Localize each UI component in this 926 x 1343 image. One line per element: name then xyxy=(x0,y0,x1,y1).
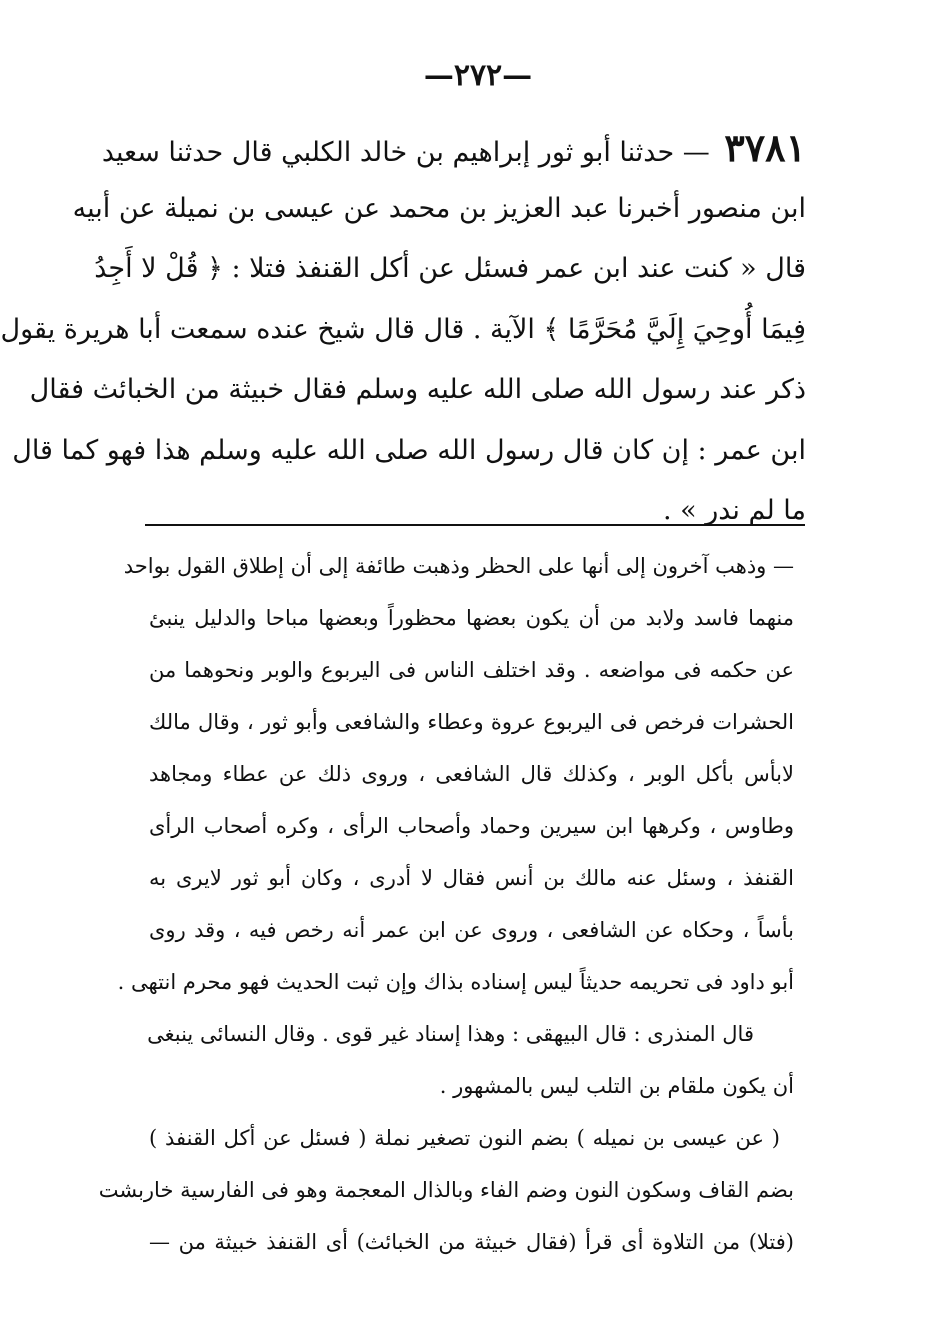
page-number: —٢٧٢— xyxy=(423,58,533,93)
hadith-line: ذكر عند رسول الله صلى الله عليه وسلم فقال خبيثة من الخبائث فقال xyxy=(29,374,806,405)
hadith-text xyxy=(0,118,806,542)
hadith-line: ما لم ندر » . xyxy=(662,495,806,526)
commentary-line: بضم القاف وسكون النون وضم الفاء وبالذال المعجمة وهو فى الفارسية خاربشت xyxy=(98,1178,794,1202)
section-divider xyxy=(145,524,805,526)
hadith-line-text: — حدثنا أبو ثور إبراهيم بن خالد الكلبي قال حدثنا سعيد xyxy=(101,137,710,168)
hadith-line: فِيمَا أُوحِيَ إِلَيَّ مُحَرَّمًا ﴾ الآية . قال قال شيخ عنده سمعت أبا هريرة يقول xyxy=(0,313,806,345)
hadith-line: ابن منصور أخبرنا عبد العزيز بن محمد عن عيسى بن نميلة عن أبيه xyxy=(72,192,806,224)
commentary-line: أن يكون ملقام بن التلب ليس بالمشهور . xyxy=(439,1074,794,1098)
commentary-line: لابأس بأكل الوبر ، وكذلك قال الشافعى ، وروى ذلك عن عطاء ومجاهد xyxy=(149,762,794,786)
hadith-line xyxy=(101,118,806,179)
commentary-line: قال المنذرى : قال البيهقى : وهذا إسناد غير قوى . وقال النسائى ينبغى xyxy=(147,1022,754,1046)
commentary-text xyxy=(98,540,794,1268)
hadith-line: قال « كنت عند ابن عمر فسئل عن أكل القنفذ فتلا : ﴿ قُلْ لا أَجِدُ xyxy=(94,253,806,284)
hadith-number: ٣٧٨١ xyxy=(724,125,806,170)
commentary-line: — وذهب آخرون إلى أنها على الحظر وذهبت طائفة إلى أن إطلاق القول بواحد xyxy=(123,554,794,578)
commentary-line: الحشرات فرخص فى اليربوع عروة وعطاء والشافعى وأبو ثور ، وقال مالك xyxy=(149,710,794,734)
commentary-line: وطاوس ، وكرهها ابن سيرين وحماد وأصحاب الرأى ، وكره أصحاب الرأى xyxy=(149,814,794,838)
commentary-line: عن حكمه فى مواضعه . وقد اختلف الناس فى اليربوع والوبر ونحوهما من xyxy=(149,658,794,682)
commentary-line: القنفذ ، وسئل عنه مالك بن أنس فقال لا أدرى ، وكان أبو ثور لايرى به xyxy=(149,866,794,890)
commentary-line: بأساً ، وحكاه عن الشافعى ، وروى عن ابن عمر أنه رخص فيه ، وقد روى xyxy=(149,918,794,942)
commentary-line: أبو داود فى تحريمه حديثاً ليس إسناده بذاك وإن ثبت الحديث فهو محرم انتهى . xyxy=(117,970,794,994)
hadith-line: ابن عمر : إن كان قال رسول الله صلى الله عليه وسلم هذا فهو كما قال xyxy=(12,434,806,466)
commentary-line: (فتلا) من التلاوة أى قرأ (فقال خبيثة من الخبائث) أى القنفذ خبيثة من — xyxy=(149,1230,794,1254)
commentary-line: منهما فاسد ولابد من أن يكون بعضها محظوراً وبعضها مباحا والدليل ينبئ xyxy=(149,606,794,630)
commentary-line: ( عن عيسى بن نميله ) بضم النون تصغير نملة ( فسئل عن أكل القنفذ ) xyxy=(149,1126,780,1150)
